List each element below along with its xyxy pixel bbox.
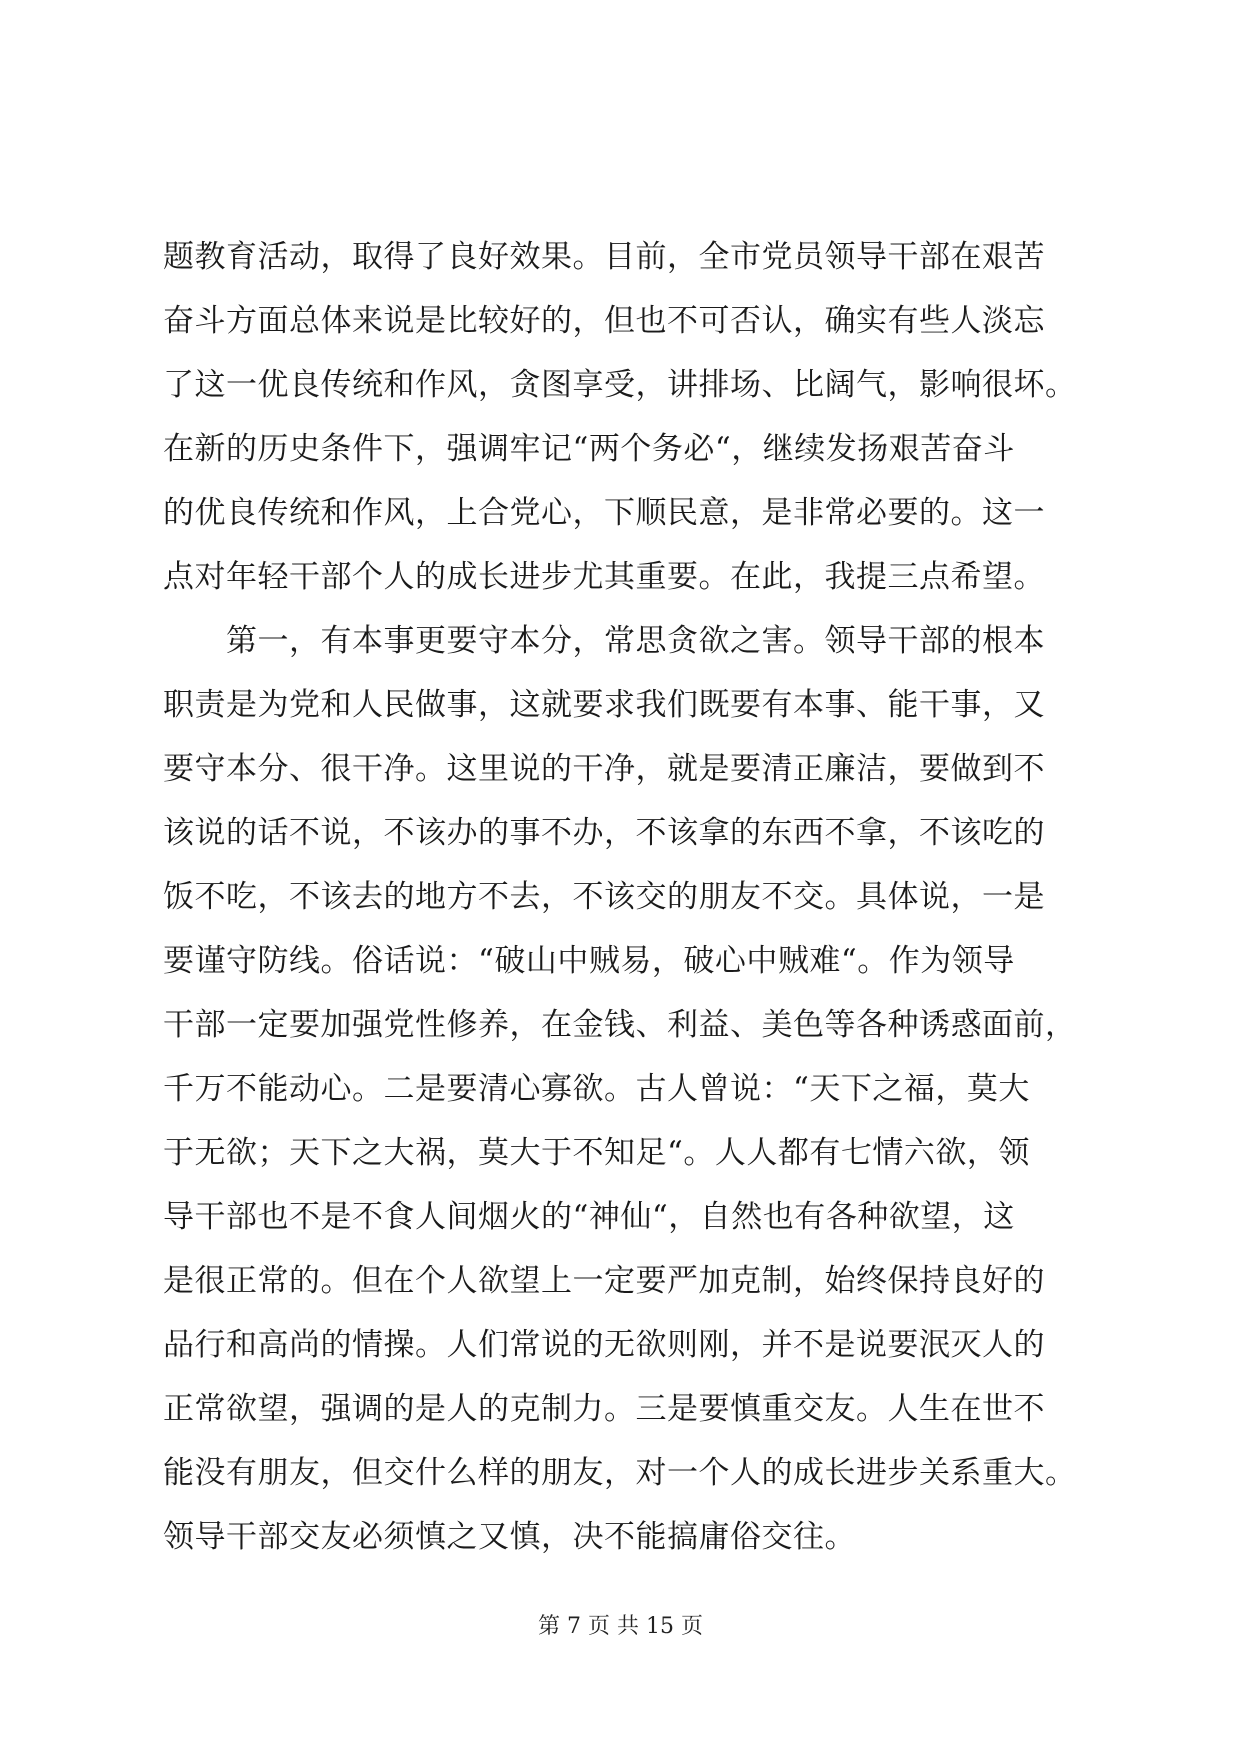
text-line: 千万不能动心。二是要清心寡欲。古人曾说：“天下之福，莫大 [163, 1071, 1030, 1107]
text-line: 在新的历史条件下，强调牢记“两个务必“，继续发扬艰苦奋斗 [163, 431, 1015, 467]
text-line: 第一，有本事更要守本分，常思贪欲之害。领导干部的根本 [163, 623, 1045, 659]
text-line: 奋斗方面总体来说是比较好的，但也不可否认，确实有些人淡忘 [163, 303, 1045, 339]
text-line: 于无欲；天下之大祸，莫大于不知足“。人人都有七情六欲，领 [163, 1135, 1030, 1171]
body-text [163, 225, 1083, 1569]
text-line: 要谨守防线。俗话说：“破山中贼易，破心中贼难“。作为领导 [163, 943, 1015, 979]
text-line: 领导干部交友必须慎之又慎，决不能搞庸俗交往。 [163, 1519, 856, 1555]
text-line: 点对年轻干部个人的成长进步尤其重要。在此，我提三点希望。 [163, 559, 1045, 595]
text-line: 是很正常的。但在个人欲望上一定要严加克制，始终保持良好的 [163, 1263, 1045, 1299]
text-line: 职责是为党和人民做事，这就要求我们既要有本事、能干事，又 [163, 687, 1045, 723]
text-line: 该说的话不说，不该办的事不办，不该拿的东西不拿，不该吃的 [163, 815, 1045, 851]
text-line: 品行和高尚的情操。人们常说的无欲则刚，并不是说要泯灭人的 [163, 1327, 1045, 1363]
text-line: 的优良传统和作风，上合党心，下顺民意，是非常必要的。这一 [163, 495, 1045, 531]
text-line: 干部一定要加强党性修养，在金钱、利益、美色等各种诱惑面前， [163, 1007, 1077, 1043]
page-footer: 第 7 页 共 15 页 [538, 1614, 703, 1639]
text-line: 导干部也不是不食人间烟火的“神仙“，自然也有各种欲望，这 [163, 1199, 1015, 1235]
text-line: 饭不吃，不该去的地方不去，不该交的朋友不交。具体说，一是 [163, 879, 1045, 915]
text-line: 能没有朋友，但交什么样的朋友，对一个人的成长进步关系重大。 [163, 1455, 1077, 1491]
text-line: 要守本分、很干净。这里说的干净，就是要清正廉洁，要做到不 [163, 751, 1045, 787]
text-line: 题教育活动，取得了良好效果。目前，全市党员领导干部在艰苦 [163, 239, 1045, 275]
text-line: 正常欲望，强调的是人的克制力。三是要慎重交友。人生在世不 [163, 1391, 1045, 1427]
text-line: 了这一优良传统和作风，贪图享受，讲排场、比阔气，影响很坏。 [163, 367, 1077, 403]
